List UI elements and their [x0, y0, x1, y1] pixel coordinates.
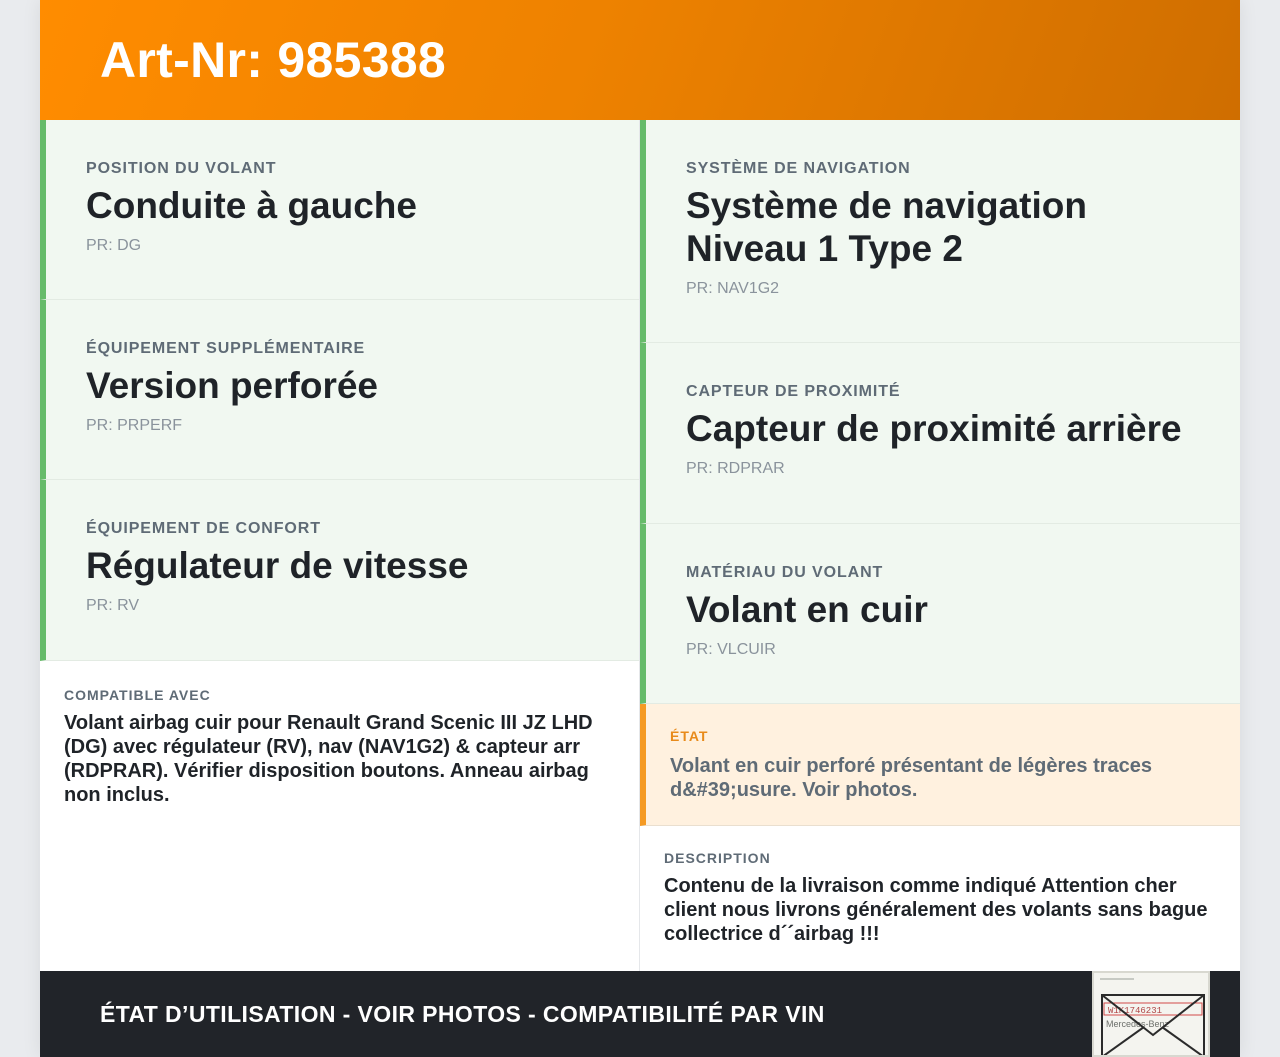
article-number-title: Art-Nr: 985388	[100, 32, 447, 88]
condition-label: ÉTAT	[670, 728, 709, 744]
option-code: PR: PRPERF	[86, 417, 183, 434]
stamp-brand-text: Mercedes-Benz	[1106, 1019, 1170, 1029]
option-code: PR: NAV1G2	[686, 280, 780, 297]
option-code: PR: DG	[86, 237, 142, 254]
left-column	[40, 120, 640, 971]
option-card-extra-equipment	[40, 300, 639, 480]
description-text: Contenu de la livraison comme indiqué Attention cher client nous livrons généralement des volants sans bague collectrice d´´airbag !!!	[664, 875, 1208, 945]
option-value: Conduite à gauche	[86, 185, 417, 226]
option-card-proximity-sensor	[640, 343, 1240, 524]
option-card-navigation	[640, 120, 1240, 343]
description-section	[640, 826, 1240, 946]
compatible-label: COMPATIBLE AVEC	[64, 687, 211, 703]
product-sheet	[40, 0, 1240, 1057]
vehicle-document-thumbnail	[1092, 971, 1210, 1057]
option-value: Système de navigation Niveau 1 Type 2	[686, 185, 1087, 269]
option-value: Version perforée	[86, 365, 379, 406]
compatible-text: Volant airbag cuir pour Renault Grand Scenic III JZ LHD (DG) avec régulateur (RV), nav (NAV1G2) & capteur arr (RDPRAR). Vérifier disposition boutons. Anneau airbag non inclus.	[64, 712, 593, 806]
envelope-stamp-icon	[1094, 973, 1210, 1057]
option-label: MATÉRIAU DU VOLANT	[686, 564, 884, 581]
option-code: PR: RDPRAR	[686, 460, 785, 477]
option-label: ÉQUIPEMENT DE CONFORT	[86, 520, 321, 537]
right-column	[640, 120, 1240, 971]
option-label: SYSTÈME DE NAVIGATION	[686, 160, 911, 177]
stamp-vin-text: W1K1746231	[1108, 1006, 1163, 1016]
option-card-comfort-equipment	[40, 480, 639, 661]
option-label: ÉQUIPEMENT SUPPLÉMENTAIRE	[86, 340, 366, 357]
condition-text: Volant en cuir perforé présentant de légères traces d&#39;usure. Voir photos.	[670, 755, 1153, 801]
article-header	[40, 0, 1240, 120]
option-value: Régulateur de vitesse	[86, 545, 469, 586]
option-code: PR: VLCUIR	[686, 641, 776, 658]
option-value: Volant en cuir	[686, 589, 928, 630]
description-label: DESCRIPTION	[664, 850, 771, 866]
option-card-steering-position	[40, 120, 639, 300]
footer-tagline: ÉTAT D’UTILISATION - VOIR PHOTOS - COMPATIBILITÉ PAR VIN	[100, 1000, 825, 1027]
footer-bar	[40, 971, 1240, 1057]
option-card-steering-material	[640, 524, 1240, 704]
condition-section	[640, 704, 1240, 826]
option-label: CAPTEUR DE PROXIMITÉ	[686, 383, 901, 400]
options-grid	[40, 120, 1240, 971]
option-label: POSITION DU VOLANT	[86, 160, 277, 177]
option-value: Capteur de proximité arrière	[686, 408, 1182, 449]
compatible-section	[40, 661, 639, 807]
option-code: PR: RV	[86, 597, 140, 614]
